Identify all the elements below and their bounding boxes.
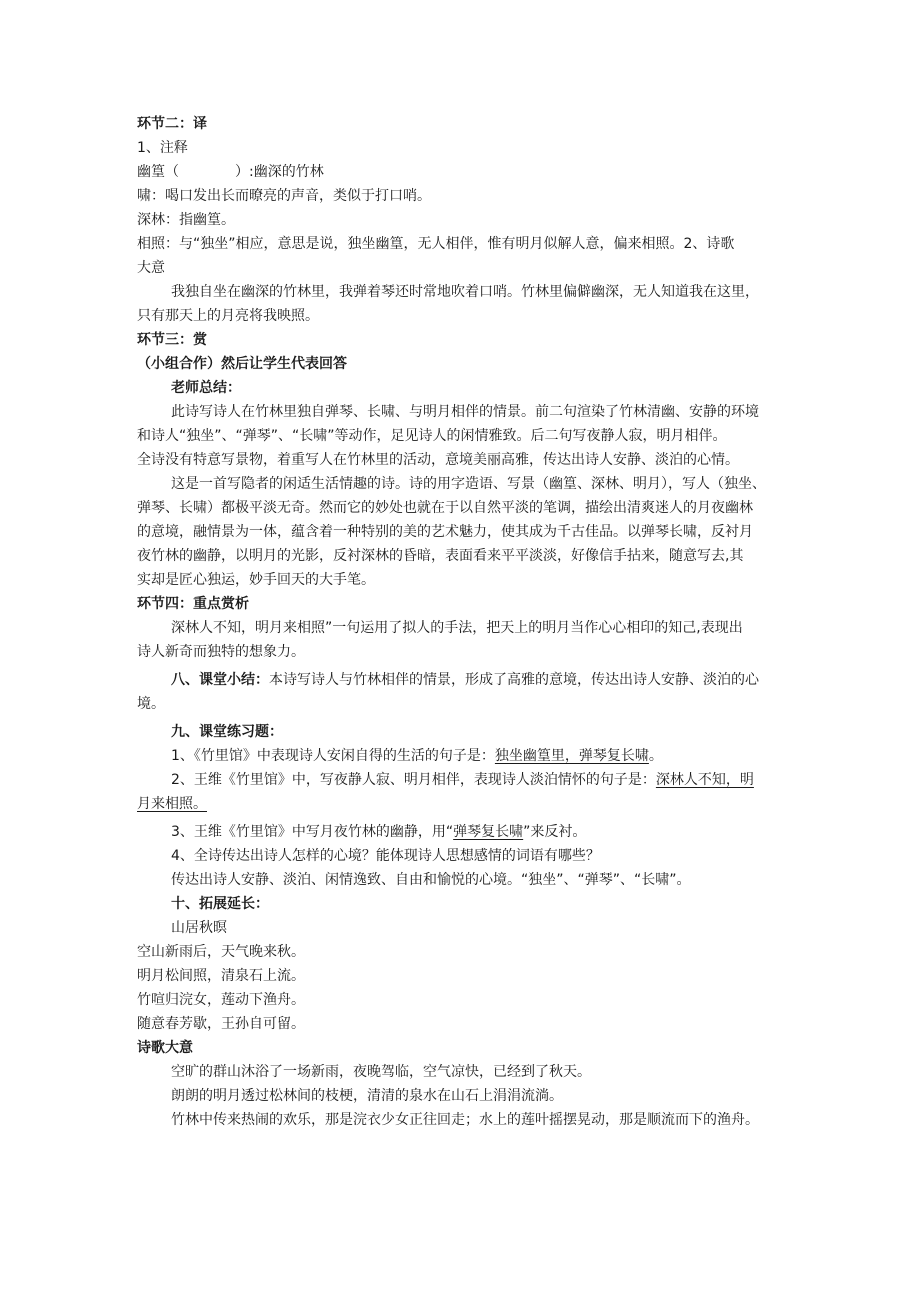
- poem-meaning-line: 竹林中传来热闹的欢乐，那是浣衣少女正往回走；水上的莲叶摇摆晃动，那是顺流而下的渔舟。: [171, 1112, 759, 1128]
- poem-meaning-line: 空旷的群山沐浴了一场新雨，夜晚驾临，空气凉快，已经到了秋天。: [171, 1064, 591, 1080]
- exercise-answer: 弹琴复长啸: [453, 824, 524, 840]
- summary-line: 此诗写诗人在竹林里独自弹琴、长啸、与明月相伴的情景。前二句渲染了竹林清幽、安静的环境: [171, 404, 759, 420]
- poem-meaning-line: 朗朗的明月透过松林间的枝梗，清清的泉水在山石上涓涓流淌。: [171, 1088, 563, 1104]
- section-4-heading: 环节四：重点赏析: [137, 596, 249, 612]
- note-youhuang-term: 幽篁（: [137, 164, 179, 180]
- summary-line: 的意境，融情景为一体，蕴含着一种特别的美的艺术魅力，使其成为千古佳品。以弹琴长啸，反衬月: [137, 524, 753, 540]
- exercise-4-answer: 传达出诗人安静、淡泊、闲情逸致、自由和愉悦的心境。“独坐”、“弹琴”、“长啸”。: [171, 872, 691, 888]
- note-youhuang-def: ）:幽深的竹林: [235, 164, 324, 180]
- summary-line: 和诗人“独坐”、“弹琴”、“长啸”等动作，足见诗人的闲情雅致。后二句写夜静人寂，明月相伴。: [137, 428, 727, 444]
- exercise-punct: 。: [648, 748, 663, 764]
- exercise-2: [137, 768, 789, 792]
- section-2-heading: 环节二：译: [137, 116, 207, 132]
- note-xiangzhao-cont: 大意: [137, 260, 165, 276]
- poem-title: 山居秋暝: [171, 920, 227, 936]
- analysis-line: 深林人不知，明月来相照”一句运用了拟人的手法，把天上的明月当作心心相印的知己,表现出: [171, 620, 743, 636]
- note-xiao: 啸：喝口发出长而暸亮的声音，类似于打口哨。: [137, 188, 431, 204]
- exercise-answer: 深林人不知，明: [655, 772, 754, 788]
- teacher-summary-heading: 老师总结：: [171, 380, 241, 396]
- exercise-1: [137, 744, 789, 768]
- class-summary-label: 八、课堂小结：: [171, 672, 269, 688]
- exercise-question: 3、王维《竹里馆》中写月夜竹林的幽静，用“: [171, 824, 454, 840]
- section-3-heading: 环节三：赏: [137, 332, 207, 348]
- exercise-answer: 月来相照。: [137, 796, 207, 812]
- meaning-line: 只有那天上的月亮将我映照。: [137, 308, 319, 324]
- exercise-question: 2、王维《竹里馆》中，写夜静人寂、明月相伴，表现诗人淡泊情怀的句子是：: [171, 772, 656, 788]
- summary-line: 弹琴、长啸）都极平淡无奇。然而它的妙处也就在于以自然平淡的笔调，描绘出清爽迷人的月夜幽林: [137, 500, 753, 516]
- poem-line: 竹喧归浣女，莲动下渔舟。: [137, 992, 305, 1008]
- analysis-line: 诗人新奇而独特的想象力。: [137, 644, 305, 660]
- extension-heading: 十、拓展延长：: [171, 896, 269, 912]
- exercise-punct: ”来反衬。: [523, 824, 587, 840]
- notes-heading: 1、注释: [137, 140, 188, 156]
- summary-line: 实却是匠心独运，妙手回天的大手笔。: [137, 572, 375, 588]
- document-body: [137, 112, 789, 1132]
- exercises-heading: 九、课堂练习题：: [171, 724, 283, 740]
- poem-line: 随意春芳歇，王孙自可留。: [137, 1016, 305, 1032]
- meaning-line: 我独自坐在幽深的竹林里，我弹着琴还时常地吹着口哨。竹林里偏僻幽深，无人知道我在这里，: [171, 284, 759, 300]
- exercise-question: 1、《竹里馆》中表现诗人安闲自得的生活的句子是：: [171, 748, 495, 764]
- note-xiangzhao: 相照：与“独坐”相应，意思是说，独坐幽篁，无人相伴，惟有明月似解人意，偏来相照。2、诗歌: [137, 236, 735, 252]
- exercise-2-cont: [137, 792, 789, 816]
- exercise-answer: 独坐幽篁里，弹琴复长啸: [494, 748, 649, 764]
- note-shenlin: 深林：指幽篁。: [137, 212, 235, 228]
- class-summary-text: 本诗写诗人与竹林相伴的情景，形成了高雅的意境，传达出诗人安静、淡泊的心: [269, 672, 759, 688]
- poem-line: 空山新雨后，天气晚来秋。: [137, 944, 305, 960]
- summary-line: 全诗没有特意写景物，着重写人在竹林里的活动，意境美丽高雅，传达出诗人安静、淡泊的心情。: [137, 452, 739, 468]
- exercise-3: [137, 820, 789, 844]
- poem-line: 明月松间照，清泉石上流。: [137, 968, 305, 984]
- class-summary: [137, 668, 789, 692]
- summary-line: 夜竹林的幽静，以明月的光影，反衬深林的昏暗，表面看来平平淡淡，好像信手拈来，随意写去,其: [137, 548, 744, 564]
- group-work-instruction: （小组合作）然后让学生代表回答: [137, 356, 347, 372]
- note-youhuang: [137, 160, 789, 184]
- summary-line: 这是一首写隐者的闲适生活情趣的诗。诗的用字造语、写景（幽篁、深林、明月），写人（独坐、: [171, 476, 766, 492]
- poem-meaning-heading: 诗歌大意: [137, 1040, 193, 1056]
- class-summary-cont: 境。: [137, 696, 165, 712]
- exercise-4: 4、全诗传达出诗人怎样的心境？能体现诗人思想感情的词语有哪些？: [171, 848, 600, 864]
